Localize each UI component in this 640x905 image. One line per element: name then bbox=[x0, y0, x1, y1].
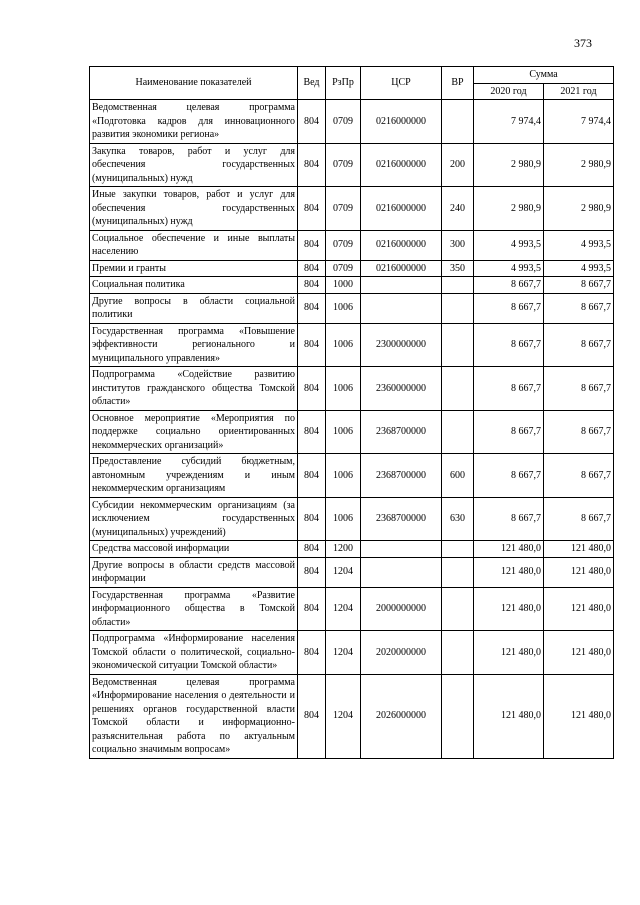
cell-sum-2020: 121 480,0 bbox=[474, 541, 544, 558]
cell-rzpr: 1204 bbox=[326, 557, 361, 587]
cell-sum-2021: 4 993,5 bbox=[544, 260, 614, 277]
cell-name: Подпрограмма «Содействие развитию институтов гражданского общества Томской области» bbox=[90, 367, 298, 411]
cell-ved: 804 bbox=[298, 143, 326, 187]
page-number: 373 bbox=[574, 36, 592, 50]
cell-name: Премии и гранты bbox=[90, 260, 298, 277]
cell-sum-2020: 8 667,7 bbox=[474, 367, 544, 411]
cell-csr: 0216000000 bbox=[361, 100, 442, 144]
cell-ved: 804 bbox=[298, 260, 326, 277]
cell-name: Другие вопросы в области средств массовой информации bbox=[90, 557, 298, 587]
cell-rzpr: 1006 bbox=[326, 410, 361, 454]
cell-sum-2021: 121 480,0 bbox=[544, 541, 614, 558]
cell-vr: 300 bbox=[442, 230, 474, 260]
table-row bbox=[90, 277, 614, 294]
cell-sum-2021: 121 480,0 bbox=[544, 557, 614, 587]
cell-csr bbox=[361, 293, 442, 323]
table-row bbox=[90, 587, 614, 631]
cell-vr: 200 bbox=[442, 143, 474, 187]
cell-ved: 804 bbox=[298, 541, 326, 558]
header-csr: ЦСР bbox=[361, 67, 442, 100]
cell-sum-2021: 2 980,9 bbox=[544, 143, 614, 187]
cell-csr: 2360000000 bbox=[361, 367, 442, 411]
table-row bbox=[90, 260, 614, 277]
cell-ved: 804 bbox=[298, 187, 326, 231]
cell-sum-2020: 2 980,9 bbox=[474, 143, 544, 187]
header-sum: Сумма bbox=[474, 67, 614, 84]
cell-sum-2020: 121 480,0 bbox=[474, 587, 544, 631]
cell-vr bbox=[442, 293, 474, 323]
cell-sum-2020: 8 667,7 bbox=[474, 323, 544, 367]
cell-sum-2020: 8 667,7 bbox=[474, 277, 544, 294]
cell-ved: 804 bbox=[298, 293, 326, 323]
cell-vr bbox=[442, 410, 474, 454]
cell-rzpr: 1006 bbox=[326, 454, 361, 498]
cell-sum-2020: 121 480,0 bbox=[474, 631, 544, 675]
table-body bbox=[90, 100, 614, 759]
cell-vr bbox=[442, 541, 474, 558]
cell-vr: 600 bbox=[442, 454, 474, 498]
cell-rzpr: 1200 bbox=[326, 541, 361, 558]
cell-rzpr: 0709 bbox=[326, 100, 361, 144]
cell-vr: 240 bbox=[442, 187, 474, 231]
cell-rzpr: 1006 bbox=[326, 323, 361, 367]
header-ved: Вед bbox=[298, 67, 326, 100]
table-row bbox=[90, 323, 614, 367]
cell-sum-2021: 8 667,7 bbox=[544, 410, 614, 454]
cell-ved: 804 bbox=[298, 454, 326, 498]
table-row bbox=[90, 143, 614, 187]
cell-vr bbox=[442, 587, 474, 631]
cell-sum-2021: 8 667,7 bbox=[544, 367, 614, 411]
budget-table bbox=[89, 66, 614, 759]
cell-vr bbox=[442, 367, 474, 411]
cell-name: Средства массовой информации bbox=[90, 541, 298, 558]
cell-csr: 2026000000 bbox=[361, 674, 442, 758]
cell-name: Предоставление субсидий бюджетным, автономным учреждениям и иным некоммерческим организациям bbox=[90, 454, 298, 498]
cell-csr: 2000000000 bbox=[361, 587, 442, 631]
cell-name: Социальное обеспечение и иные выплаты населению bbox=[90, 230, 298, 260]
cell-rzpr: 1006 bbox=[326, 497, 361, 541]
cell-csr: 0216000000 bbox=[361, 187, 442, 231]
cell-vr: 350 bbox=[442, 260, 474, 277]
cell-name: Подпрограмма «Информирование населения Томской области о политической, социально-экономической ситуации Томской области» bbox=[90, 631, 298, 675]
cell-name: Иные закупки товаров, работ и услуг для обеспечения государственных (муниципальных) нужд bbox=[90, 187, 298, 231]
header-rzpr: РзПр bbox=[326, 67, 361, 100]
cell-sum-2021: 4 993,5 bbox=[544, 230, 614, 260]
cell-vr bbox=[442, 631, 474, 675]
cell-name: Государственная программа «Развитие информационного общества в Томской области» bbox=[90, 587, 298, 631]
cell-rzpr: 0709 bbox=[326, 143, 361, 187]
cell-sum-2021: 121 480,0 bbox=[544, 674, 614, 758]
cell-rzpr: 1204 bbox=[326, 674, 361, 758]
cell-name: Субсидии некоммерческим организациям (за исключением государственных (муниципальных) учреждений) bbox=[90, 497, 298, 541]
cell-ved: 804 bbox=[298, 631, 326, 675]
cell-sum-2021: 7 974,4 bbox=[544, 100, 614, 144]
cell-csr: 0216000000 bbox=[361, 143, 442, 187]
table-row bbox=[90, 631, 614, 675]
cell-name: Основное мероприятие «Мероприятия по поддержке социально ориентированных некоммерческих организаций» bbox=[90, 410, 298, 454]
cell-vr bbox=[442, 323, 474, 367]
table-row bbox=[90, 497, 614, 541]
cell-sum-2020: 121 480,0 bbox=[474, 557, 544, 587]
cell-sum-2021: 2 980,9 bbox=[544, 187, 614, 231]
cell-ved: 804 bbox=[298, 674, 326, 758]
table-row bbox=[90, 454, 614, 498]
cell-sum-2021: 121 480,0 bbox=[544, 631, 614, 675]
cell-name: Социальная политика bbox=[90, 277, 298, 294]
header-vr: ВР bbox=[442, 67, 474, 100]
cell-vr: 630 bbox=[442, 497, 474, 541]
cell-vr bbox=[442, 277, 474, 294]
cell-name: Закупка товаров, работ и услуг для обеспечения государственных (муниципальных) нужд bbox=[90, 143, 298, 187]
cell-sum-2021: 8 667,7 bbox=[544, 323, 614, 367]
cell-ved: 804 bbox=[298, 587, 326, 631]
cell-sum-2020: 8 667,7 bbox=[474, 410, 544, 454]
cell-name: Ведомственная целевая программа «Информирование населения о деятельности и решениях органов государственной власти Томской области и информационно-разъяснительная работа по актуальным социально значимым вопросам» bbox=[90, 674, 298, 758]
cell-vr bbox=[442, 100, 474, 144]
cell-rzpr: 0709 bbox=[326, 187, 361, 231]
cell-sum-2021: 8 667,7 bbox=[544, 293, 614, 323]
cell-sum-2020: 8 667,7 bbox=[474, 454, 544, 498]
cell-ved: 804 bbox=[298, 277, 326, 294]
cell-sum-2020: 4 993,5 bbox=[474, 230, 544, 260]
table-row bbox=[90, 230, 614, 260]
cell-sum-2020: 8 667,7 bbox=[474, 497, 544, 541]
cell-name: Другие вопросы в области социальной политики bbox=[90, 293, 298, 323]
cell-name: Государственная программа «Повышение эффективности регионального и муниципального управления» bbox=[90, 323, 298, 367]
cell-sum-2021: 121 480,0 bbox=[544, 587, 614, 631]
cell-sum-2020: 4 993,5 bbox=[474, 260, 544, 277]
cell-csr: 2300000000 bbox=[361, 323, 442, 367]
cell-rzpr: 1006 bbox=[326, 367, 361, 411]
cell-rzpr: 1204 bbox=[326, 587, 361, 631]
cell-sum-2021: 8 667,7 bbox=[544, 277, 614, 294]
cell-sum-2020: 121 480,0 bbox=[474, 674, 544, 758]
table-row bbox=[90, 674, 614, 758]
cell-name: Ведомственная целевая программа «Подготовка кадров для инновационного развития экономики региона» bbox=[90, 100, 298, 144]
header-year-2021: 2021 год bbox=[544, 83, 614, 100]
cell-ved: 804 bbox=[298, 557, 326, 587]
cell-csr: 0216000000 bbox=[361, 260, 442, 277]
cell-csr: 2368700000 bbox=[361, 454, 442, 498]
table-row bbox=[90, 187, 614, 231]
cell-vr bbox=[442, 557, 474, 587]
cell-ved: 804 bbox=[298, 100, 326, 144]
table-row bbox=[90, 557, 614, 587]
cell-sum-2020: 2 980,9 bbox=[474, 187, 544, 231]
table-row bbox=[90, 100, 614, 144]
cell-sum-2020: 8 667,7 bbox=[474, 293, 544, 323]
cell-rzpr: 0709 bbox=[326, 230, 361, 260]
table-row bbox=[90, 293, 614, 323]
header-year-2020: 2020 год bbox=[474, 83, 544, 100]
table-row bbox=[90, 367, 614, 411]
header-name: Наименование показателей bbox=[90, 67, 298, 100]
cell-sum-2020: 7 974,4 bbox=[474, 100, 544, 144]
cell-ved: 804 bbox=[298, 367, 326, 411]
cell-ved: 804 bbox=[298, 323, 326, 367]
cell-csr bbox=[361, 541, 442, 558]
cell-ved: 804 bbox=[298, 410, 326, 454]
cell-csr: 2020000000 bbox=[361, 631, 442, 675]
cell-rzpr: 1006 bbox=[326, 293, 361, 323]
cell-csr bbox=[361, 557, 442, 587]
cell-rzpr: 1000 bbox=[326, 277, 361, 294]
cell-rzpr: 1204 bbox=[326, 631, 361, 675]
cell-ved: 804 bbox=[298, 497, 326, 541]
cell-csr bbox=[361, 277, 442, 294]
cell-rzpr: 0709 bbox=[326, 260, 361, 277]
table-header bbox=[90, 67, 614, 100]
cell-sum-2021: 8 667,7 bbox=[544, 497, 614, 541]
cell-sum-2021: 8 667,7 bbox=[544, 454, 614, 498]
table-row bbox=[90, 541, 614, 558]
cell-csr: 2368700000 bbox=[361, 497, 442, 541]
cell-ved: 804 bbox=[298, 230, 326, 260]
cell-csr: 2368700000 bbox=[361, 410, 442, 454]
cell-vr bbox=[442, 674, 474, 758]
cell-csr: 0216000000 bbox=[361, 230, 442, 260]
table-row bbox=[90, 410, 614, 454]
